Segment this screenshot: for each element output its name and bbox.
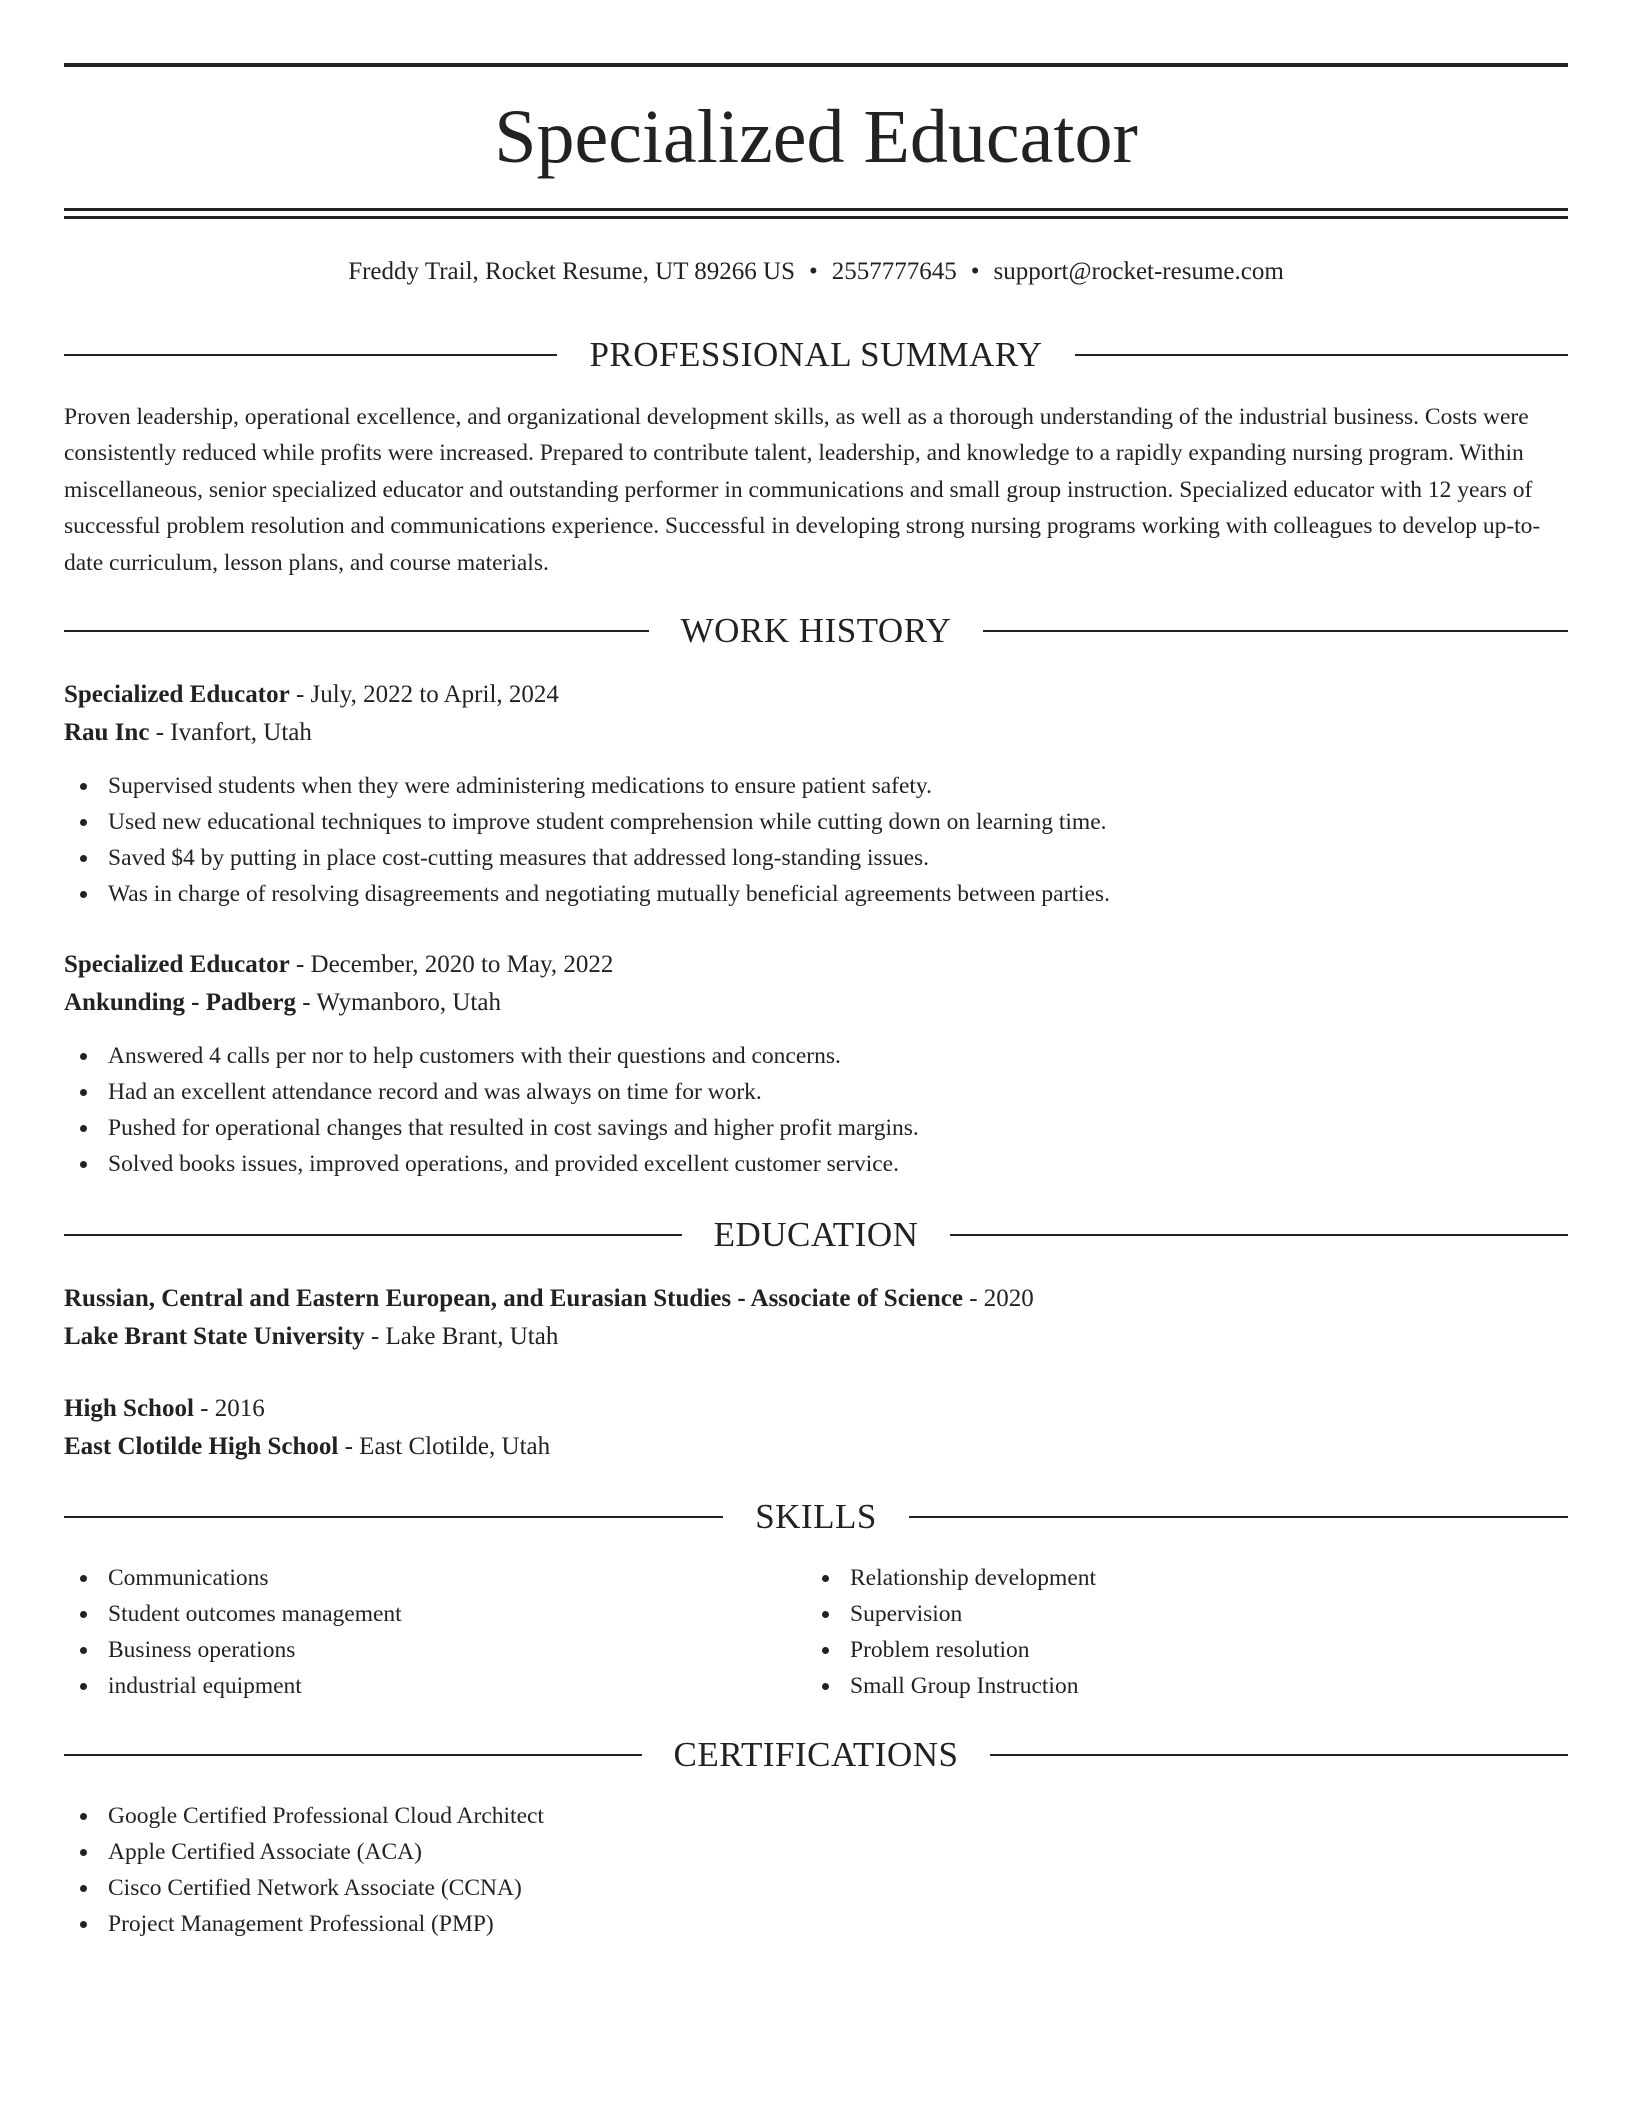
skill-item: Business operations <box>64 1632 764 1668</box>
job-dates: - December, 2020 to May, 2022 <box>289 951 614 978</box>
job-company: Rau Inc <box>64 719 150 746</box>
section-heading-label: CERTIFICATIONS <box>673 1735 959 1774</box>
contact-email: support@rocket-resume.com <box>993 258 1284 285</box>
job-bullets <box>64 768 1568 912</box>
education-school: East Clotilde High School <box>64 1433 339 1460</box>
contact-separator: • <box>970 258 980 285</box>
certifications-list <box>64 1798 1568 1942</box>
heading-rule <box>983 630 1568 632</box>
skill-item: Communications <box>64 1560 764 1596</box>
section-heading-education <box>64 1213 1568 1257</box>
education-entry <box>64 1390 1568 1466</box>
skill-item: Student outcomes management <box>64 1596 764 1632</box>
job-location: - Wymanboro, Utah <box>296 989 501 1016</box>
list-item: Was in charge of resolving disagreements and negotiating mutually beneficial agreements between parties. <box>64 876 1568 912</box>
title-rule-lower <box>64 216 1568 219</box>
job-location: - Ivanfort, Utah <box>149 719 312 746</box>
skills-column-left <box>64 1560 764 1704</box>
certifications-block <box>64 1798 1568 1942</box>
education-degree-line <box>64 1390 1568 1428</box>
job-entry <box>64 676 1568 912</box>
job-company: Ankunding - Padberg <box>64 989 297 1016</box>
list-item: Solved books issues, improved operations, and provided excellent customer service. <box>64 1146 1568 1182</box>
section-heading-work-history <box>64 609 1568 653</box>
job-title-line <box>64 676 1568 714</box>
contact-phone: 2557777645 <box>831 258 957 285</box>
list-item: Answered 4 calls per nor to help customers with their questions and concerns. <box>64 1038 1568 1074</box>
contact-separator: • <box>808 258 818 285</box>
section-heading-label: EDUCATION <box>713 1215 919 1254</box>
section-heading-skills <box>64 1495 1568 1539</box>
title-rule-upper <box>64 208 1568 211</box>
list-item: Had an excellent attendance record and was always on time for work. <box>64 1074 1568 1110</box>
skill-item: Problem resolution <box>806 1632 1506 1668</box>
skill-item: Small Group Instruction <box>806 1668 1506 1704</box>
skills-list <box>64 1560 764 1704</box>
contact-address: Freddy Trail, Rocket Resume, UT 89266 US <box>348 258 795 285</box>
certification-item: Cisco Certified Network Associate (CCNA) <box>64 1870 1568 1906</box>
education-year: - 2020 <box>962 1285 1034 1312</box>
heading-rule <box>990 1754 1568 1756</box>
job-title-line <box>64 946 1568 984</box>
section-heading-summary <box>64 333 1568 377</box>
heading-rule <box>64 630 649 632</box>
job-title: Specialized Educator <box>64 951 290 978</box>
skills-list <box>806 1560 1506 1704</box>
certification-item: Apple Certified Associate (ACA) <box>64 1834 1568 1870</box>
heading-rule <box>64 1754 642 1756</box>
skill-item: Relationship development <box>806 1560 1506 1596</box>
list-item: Saved $4 by putting in place cost-cutting measures that addressed long-standing issues. <box>64 840 1568 876</box>
skill-item: industrial equipment <box>64 1668 764 1704</box>
certification-item: Google Certified Professional Cloud Architect <box>64 1798 1568 1834</box>
section-heading-label: PROFESSIONAL SUMMARY <box>589 335 1043 374</box>
education-school-line <box>64 1428 1568 1466</box>
contact-line <box>64 255 1568 289</box>
education-degree-line <box>64 1280 1568 1318</box>
section-heading-label: WORK HISTORY <box>680 611 952 650</box>
heading-rule <box>1075 354 1568 356</box>
certification-item: Project Management Professional (PMP) <box>64 1906 1568 1942</box>
job-company-line <box>64 984 1568 1022</box>
job-title: Specialized Educator <box>64 681 290 708</box>
section-heading-label: SKILLS <box>755 1497 877 1536</box>
education-degree: High School <box>64 1395 194 1422</box>
summary-paragraph: Proven leadership, operational excellence, and organizational development skills, as well as a thorough understanding of the industrial business. Costs were consistently reduced while profits were increased. Prepared to contribute talent, leadership, and knowledge to a rapidly expanding nursing program. Within miscellaneous, senior specialized educator and outstanding performer in communications and small group instruction. Specialized educator with 12 years of successful problem resolution and communications experience. Successful in developing strong nursing programs working with colleagues to develop up-to-date curriculum, lesson plans, and course materials. <box>64 404 1541 576</box>
job-company-line <box>64 714 1568 752</box>
page-title: Specialized Educator <box>494 95 1138 179</box>
heading-rule <box>64 354 557 356</box>
education-location: - East Clotilde, Utah <box>338 1433 551 1460</box>
job-bullets <box>64 1038 1568 1182</box>
list-item: Supervised students when they were administering medications to ensure patient safety. <box>64 768 1568 804</box>
list-item: Pushed for operational changes that resulted in cost savings and higher profit margins. <box>64 1110 1568 1146</box>
education-location: - Lake Brant, Utah <box>364 1323 559 1350</box>
skill-item: Supervision <box>806 1596 1506 1632</box>
job-dates: - July, 2022 to April, 2024 <box>289 681 559 708</box>
education-school: Lake Brant State University <box>64 1323 365 1350</box>
list-item: Used new educational techniques to improve student comprehension while cutting down on learning time. <box>64 804 1568 840</box>
education-year: - 2016 <box>193 1395 265 1422</box>
skills-column-right <box>806 1560 1506 1704</box>
job-entry <box>64 946 1568 1182</box>
top-rule <box>64 63 1568 67</box>
education-school-line <box>64 1318 1568 1356</box>
heading-rule <box>64 1234 682 1236</box>
heading-rule <box>909 1516 1568 1518</box>
heading-rule <box>950 1234 1568 1236</box>
section-heading-certifications <box>64 1733 1568 1777</box>
education-entry <box>64 1280 1568 1356</box>
education-degree: Russian, Central and Eastern European, and Eurasian Studies - Associate of Science <box>64 1285 963 1312</box>
heading-rule <box>64 1516 723 1518</box>
